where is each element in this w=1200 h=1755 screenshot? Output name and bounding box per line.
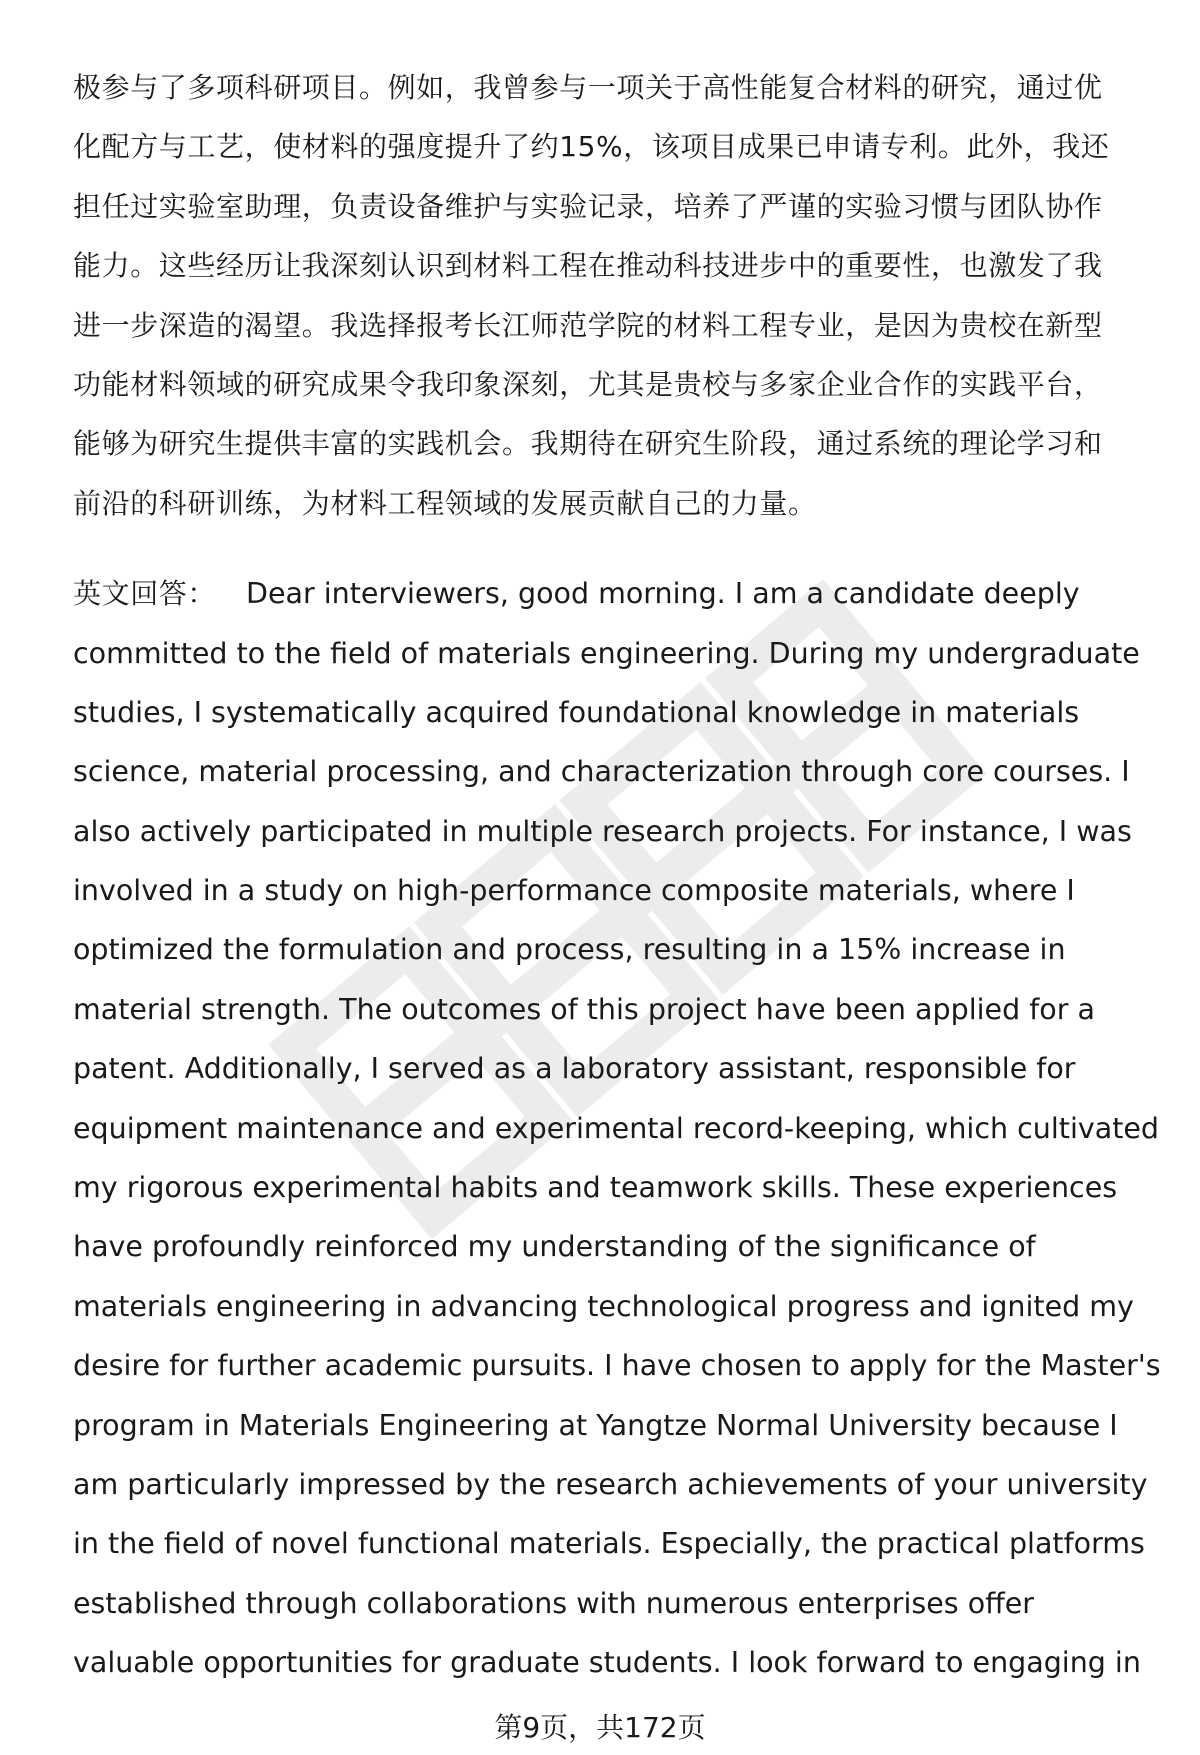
- english-answer-line: established through collaborations with numerous enterprises offer: [73, 1586, 1035, 1620]
- chinese-answer-line: 化配方与工艺，使材料的强度提升了约15%，该项目成果已申请专利。此外，我还: [73, 130, 1110, 164]
- english-answer-line: studies, I systematically acquired foundational knowledge in materials: [73, 695, 1080, 729]
- chinese-answer-line: 前沿的科研训练，为材料工程领域的发展贡献自己的力量。: [73, 486, 817, 520]
- english-answer-line: equipment maintenance and experimental record-keeping, which cultivated: [73, 1111, 1159, 1145]
- english-answer-line: program in Materials Engineering at Yangtze Normal University because I: [73, 1408, 1118, 1442]
- english-answer-line: patent. Additionally, I served as a laboratory assistant, responsible for: [73, 1052, 1076, 1086]
- english-answer-line: am particularly impressed by the research achievements of your university: [73, 1467, 1148, 1501]
- english-answer-label: 英文回答：: [73, 577, 217, 611]
- chinese-answer-line: 极参与了多项科研项目。例如，我曾参与一项关于高性能复合材料的研究，通过优: [73, 71, 1103, 104]
- english-answer-line: materials engineering in advancing technological progress and ignited my: [73, 1289, 1134, 1323]
- english-answer-line: involved in a study on high-performance composite materials, where I: [73, 874, 1075, 908]
- english-answer-line: optimized the formulation and process, resulting in a 15% increase in: [73, 933, 1066, 967]
- english-answer-line: have profoundly reinforced my understanding of the significance of: [73, 1230, 1036, 1264]
- page-number-footer: 第9页，共172页: [494, 1711, 706, 1744]
- chinese-answer-line: 能够为研究生提供丰富的实践机会。我期待在研究生阶段，通过系统的理论学习和: [73, 427, 1103, 461]
- chinese-answer-line: 能力。这些经历让我深刻认识到材料工程在推动科技进步中的重要性，也激发了我: [73, 249, 1103, 283]
- english-answer-line: committed to the field of materials engineering. During my undergraduate: [73, 636, 1140, 670]
- english-answer-line: Dear interviewers, good morning. I am a candidate deeply: [246, 577, 1080, 611]
- english-answer-line: science, material processing, and characterization through core courses. I: [73, 755, 1130, 789]
- english-answer-first-line: [73, 564, 1153, 623]
- english-answer-line: also actively participated in multiple research projects. For instance, I was: [73, 814, 1132, 848]
- paragraph-gap: [73, 533, 1153, 564]
- english-answer-line: desire for further academic pursuits. I have chosen to apply for the Master's: [73, 1349, 1161, 1383]
- chinese-answer-line: 担任过实验室助理，负责设备维护与实验记录，培养了严谨的实验习惯与团队协作: [73, 189, 1103, 223]
- chinese-answer-line: 功能材料领域的研究成果令我印象深刻，尤其是贵校与多家企业合作的实践平台，: [73, 367, 1103, 401]
- english-answer-line: in the field of novel functional materials. Especially, the practical platforms: [73, 1527, 1145, 1561]
- chinese-answer-line: 进一步深造的渴望。我选择报考长江师范学院的材料工程专业，是因为贵校在新型: [73, 308, 1103, 342]
- document-body: [73, 58, 1161, 1693]
- english-answer-line: valuable opportunities for graduate students. I look forward to engaging in: [73, 1646, 1141, 1680]
- english-answer-line: my rigorous experimental habits and teamwork skills. These experiences: [73, 1171, 1118, 1205]
- english-answer-line: material strength. The outcomes of this project have been applied for a: [73, 992, 1095, 1026]
